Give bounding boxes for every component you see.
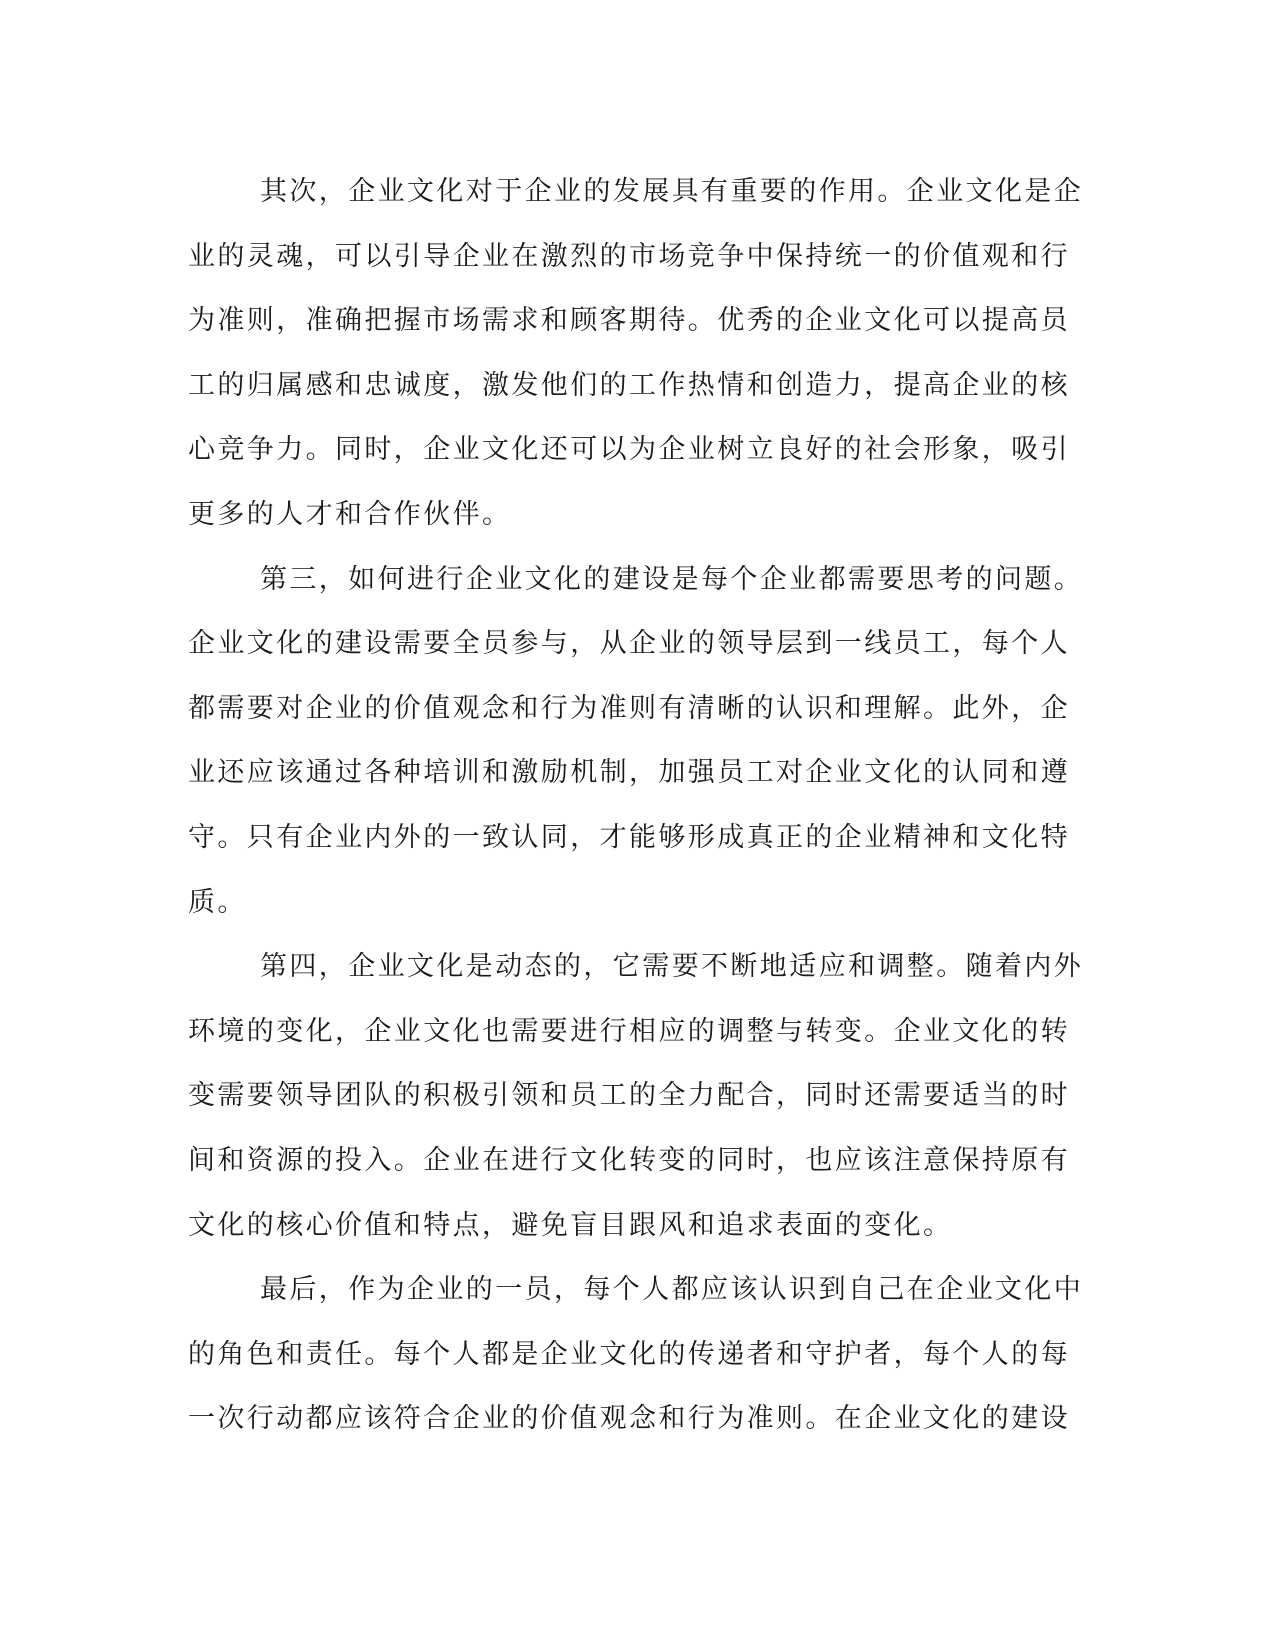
paragraph-line: 业还应该通过各种培训和激励机制，加强员工对企业文化的认同和遵 [188,757,1070,789]
paragraph-line: 守。只有企业内外的一致认同，才能够形成真正的企业精神和文化特 [188,821,1070,853]
paragraph-line: 一次行动都应该符合企业的价值观念和行为准则。在企业文化的建设 [188,1403,1070,1435]
paragraph-line: 工的归属感和忠诚度，激发他们的工作热情和创造力，提高企业的核 [188,369,1070,401]
paragraph-line: 最后，作为企业的一员，每个人都应该认识到自己在企业文化中 [260,1274,1084,1306]
paragraph-line: 其次，企业文化对于企业的发展具有重要的作用。企业文化是企 [260,176,1084,207]
paragraph-line: 业的灵魂，可以引导企业在激烈的市场竞争中保持统一的价值观和行 [188,240,1070,272]
paragraph-line: 的角色和责任。每个人都是企业文化的传递者和守护者，每个人的每 [188,1338,1070,1370]
paragraph-line: 第三，如何进行企业文化的建设是每个企业都需要思考的问题。 [260,563,1084,595]
paragraph-line: 间和资源的投入。企业在进行文化转变的同时，也应该注意保持原有 [188,1144,1070,1176]
paragraph-line: 第四，企业文化是动态的，它需要不断地适应和调整。随着内外 [260,951,1084,983]
paragraph-line: 文化的核心价值和特点，避免盲目跟风和追求表面的变化。 [188,1209,953,1241]
paragraph-line: 为准则，准确把握市场需求和顾客期待。优秀的企业文化可以提高员 [188,305,1070,337]
document-body [188,160,1084,1452]
paragraph-line: 企业文化的建设需要全员参与，从企业的领导层到一线员工，每个人 [188,628,1070,660]
paragraph-line: 环境的变化，企业文化也需要进行相应的调整与转变。企业文化的转 [188,1015,1070,1047]
paragraph-line: 更多的人才和合作伙伴。 [188,498,512,530]
paragraph-line: 变需要领导团队的积极引领和员工的全力配合，同时还需要适当的时 [188,1080,1070,1112]
paragraph-line: 质。 [188,886,247,918]
paragraph-line: 心竞争力。同时，企业文化还可以为企业树立良好的社会形象，吸引 [188,434,1070,466]
paragraph-line: 都需要对企业的价值观念和行为准则有清晰的认识和理解。此外，企 [188,692,1070,724]
